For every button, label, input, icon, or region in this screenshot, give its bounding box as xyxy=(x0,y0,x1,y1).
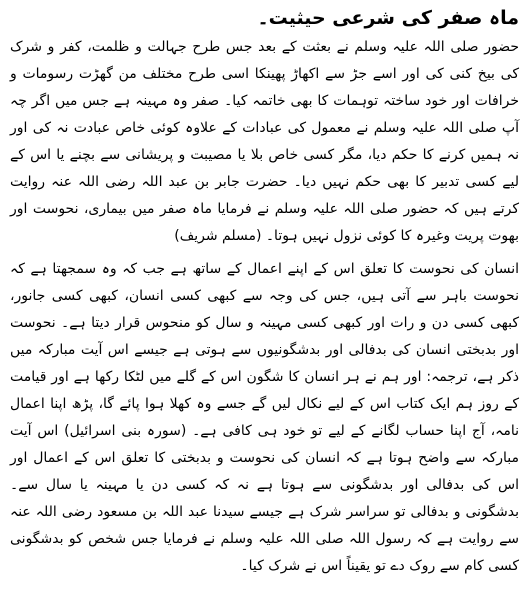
document-title: ماہ صفر کی شرعی حیثیت۔ xyxy=(257,7,519,29)
paragraph-2: انسان کی نحوست کا تعلق اس کے اپنے اعمال کے ساتھ ہے جب کہ وہ سمجھتا ہے کہ نحوست باہر سے آتی ہیں، جس کی وجہ سے کبھی کسی انسان، کبھی کسی جانور، کبھی کسی دن و رات اور کبھی کسی مہینہ و سال کو منحوس قرار دیتا ہے۔ نحوست اور بدبختی انسان کی بدفالی اور بدشگونیوں سے ہوتی ہے جیسے اس آیت مبارکہ میں ذکر ہے، ترجمہ: اور ہم نے ہر انسان کا شگون اس کے گلے میں لٹکا رکھا ہے اور قیامت کے روز ہم ایک کتاب اس کے لیے نکال لیں گے جسے وہ کھلا ہوا پائے گا، پڑھ اپنا اعمال نامہ، آج اپنا حساب لگانے کے لیے تو خود ہی کافی ہے۔ (سورہ بنی اسرائیل) اس آیت مبارکہ سے واضح ہوتا ہے کہ انسان کی نحوست و بدبختی کا تعلق اس کے اعمال اور اس کی بدفالی اور بدشگونی سے ہوتا ہے نہ کہ کسی دن یا مہینہ یا سال سے۔ بدشگونی و بدفالی تو سراسر شرک ہے جیسے سیدنا عبد اللہ بن مسعود رضی اللہ عنہ سے روایت ہے کہ رسول اللہ صلی اللہ علیہ وسلم نے فرمایا جس شخص کو بدشگونی کسی کام سے روک دے تو یقیناً اس نے شرک کیا۔ xyxy=(10,261,519,574)
paragraph-1: حضور صلی اللہ علیہ وسلم نے بعثت کے بعد جس طرح جہالت و ظلمت، کفر و شرک کی بیخ کنی کی اور اسے جڑ سے اکھاڑ پھینکا اسی طرح مختلف من گھڑت رسومات و خرافات اور خود ساختہ توہمات کا بھی خاتمہ کیا۔ صفر وہ مہینہ ہے جس میں اگر چہ آپ صلی اللہ علیہ وسلم نے معمول کی عبادات کے علاوہ کوئی خاص عبادت نہ کی اور نہ ہمیں کرنے کا حکم دیا، مگر کسی خاص بلا یا مصیبت و پریشانی سے بچنے یا اس کے لیے کسی تدبیر کا بھی حکم نہیں دیا۔ حضرت جابر بن عبد اللہ رضی اللہ عنہ روایت کرتے ہیں کہ حضور صلی اللہ علیہ وسلم نے فرمایا ماہ صفر میں بیماری، نحوست اور بھوت پریت وغیرہ کا کوئی نزول نہیں ہوتا۔ (مسلم شریف) xyxy=(10,39,519,244)
